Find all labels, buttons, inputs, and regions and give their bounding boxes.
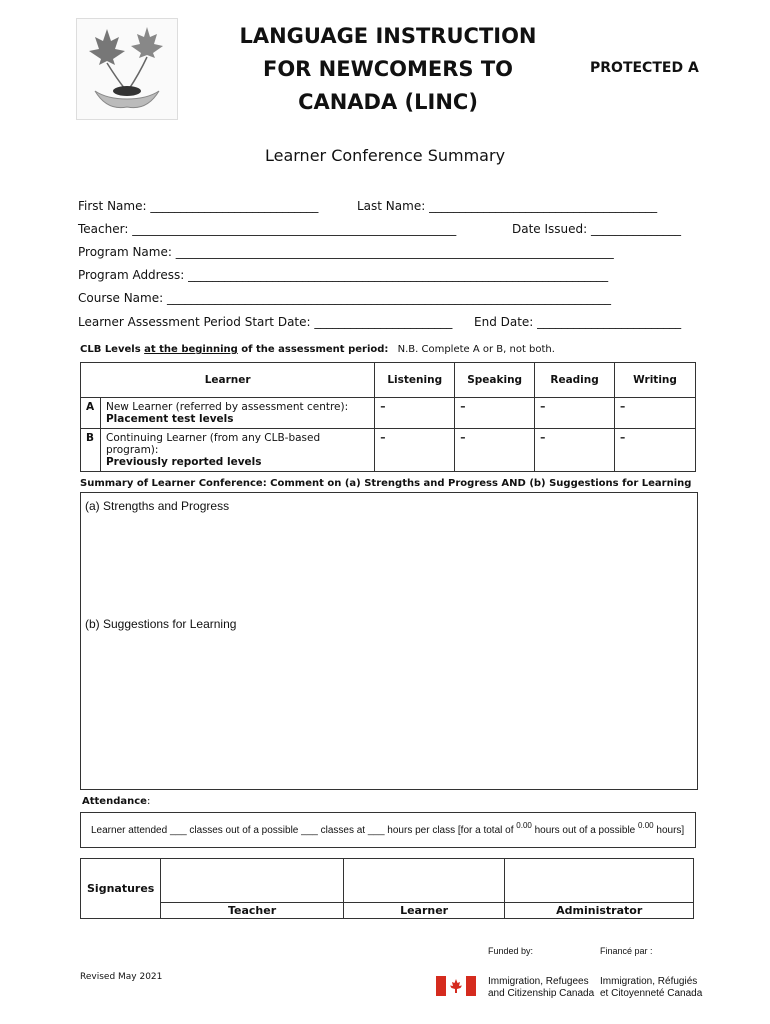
attendance-text-a: Learner attended ___ classes out of a possible ___ classes at ___ hours per class [for a total of: [91, 825, 517, 836]
document-title: [238, 20, 538, 119]
teacher-signature-box[interactable]: [161, 859, 343, 903]
clb-intro-bold-b: of the assessment period:: [237, 344, 389, 355]
learner-signature-box[interactable]: [343, 859, 505, 903]
col-header-speaking: Speaking: [455, 363, 535, 398]
attendance-colon: :: [146, 796, 151, 807]
clb-row-b: [81, 429, 696, 472]
col-header-learner: Learner: [81, 363, 375, 398]
last-name-field[interactable]: Last Name: ______________________________________: [357, 199, 658, 213]
course-name-field[interactable]: Course Name: __________________________________________________________________________: [78, 291, 611, 305]
signatures-label: Signatures: [81, 859, 161, 919]
total-hours[interactable]: 0.00: [516, 821, 532, 830]
row-a-speaking[interactable]: –: [455, 398, 535, 429]
clb-intro: [80, 344, 555, 355]
canada-flag-icon: [436, 976, 476, 1000]
form-subtitle: Learner Conference Summary: [264, 146, 506, 165]
possible-hours[interactable]: 0.00: [638, 821, 654, 830]
agency-fr-line-2: et Citoyenneté Canada: [600, 988, 703, 999]
summary-heading: Summary of Learner Conference: Comment on (a) Strengths and Progress AND (b) Suggestions for Learning: [80, 478, 692, 489]
row-a-writing[interactable]: –: [615, 398, 696, 429]
row-b-speaking[interactable]: –: [455, 429, 535, 472]
administrator-signature-label: Administrator: [505, 903, 694, 919]
row-b-listening[interactable]: –: [375, 429, 455, 472]
agency-fr-line-1: Immigration, Réfugiés: [600, 976, 698, 987]
row-a-label: [100, 398, 374, 429]
attendance-label: Attendance: [82, 796, 147, 807]
period-start-field[interactable]: Learner Assessment Period Start Date: _______________________: [78, 315, 453, 329]
col-header-writing: Writing: [615, 363, 696, 398]
title-line-3: CANADA (LINC): [298, 90, 478, 114]
row-b-sublabel: Previously reported levels: [105, 456, 262, 468]
attendance-box: [80, 812, 696, 848]
end-date-field[interactable]: End Date: ________________________: [474, 315, 682, 329]
row-a-reading[interactable]: –: [535, 398, 615, 429]
signatures-table: [80, 858, 694, 919]
clb-row-a: [81, 398, 696, 429]
first-name-field[interactable]: First Name: ____________________________: [78, 199, 319, 213]
clb-table: [80, 362, 696, 472]
col-header-reading: Reading: [535, 363, 615, 398]
row-letter-a: A: [81, 398, 101, 429]
row-b-label-text: Continuing Learner (from any CLB-based program):: [105, 432, 321, 456]
clb-header-row: [81, 363, 696, 398]
teacher-signature-label: Teacher: [161, 903, 343, 919]
finance-par-label: Financé par :: [600, 946, 653, 956]
signature-row: [81, 859, 694, 903]
row-b-reading[interactable]: –: [535, 429, 615, 472]
title-line-2: FOR NEWCOMERS TO: [262, 57, 514, 81]
clb-intro-note: N.B. Complete A or B, not both.: [397, 344, 555, 355]
clb-intro-underline: at the beginning: [144, 344, 238, 355]
row-b-label: [100, 429, 374, 472]
teacher-field[interactable]: Teacher: ______________________________________________________: [78, 222, 457, 236]
revised-date: Revised May 2021: [80, 972, 163, 982]
agency-name-fr: [600, 976, 702, 1000]
title-line-1: LANGUAGE INSTRUCTION: [239, 24, 537, 48]
learner-signature-label: Learner: [343, 903, 505, 919]
suggestions-label: (b) Suggestions for Learning: [85, 617, 237, 631]
row-letter-b: B: [81, 429, 101, 472]
col-header-listening: Listening: [375, 363, 455, 398]
clb-intro-bold-a: CLB Levels: [80, 344, 145, 355]
administrator-signature-box[interactable]: [505, 859, 694, 903]
row-a-label-text: New Learner (referred by assessment centre):: [105, 401, 349, 413]
comment-box[interactable]: [80, 492, 698, 790]
agency-en-line-1: Immigration, Refugees: [488, 976, 589, 987]
attendance-heading: [82, 796, 150, 807]
row-a-sublabel: Placement test levels: [105, 413, 234, 425]
protected-label: PROTECTED A: [590, 60, 699, 76]
row-b-writing[interactable]: –: [615, 429, 696, 472]
attendance-line: [91, 821, 685, 836]
maple-leaf-hands-icon: [77, 19, 177, 119]
attendance-text-c: hours]: [653, 825, 685, 836]
agency-name-en: [488, 976, 594, 1000]
attendance-text-b: hours out of a possible: [531, 825, 639, 836]
program-name-field[interactable]: Program Name: _________________________________________________________________________: [78, 245, 614, 259]
funded-by-label: Funded by:: [488, 946, 534, 956]
strengths-label: (a) Strengths and Progress: [85, 499, 230, 513]
program-address-field[interactable]: Program Address: ______________________________________________________________________: [78, 268, 609, 282]
signature-label-row: [81, 903, 694, 919]
agency-en-line-2: and Citizenship Canada: [488, 988, 595, 999]
date-issued-field[interactable]: Date Issued: _______________: [512, 222, 682, 236]
linc-logo: [76, 18, 178, 120]
row-a-listening[interactable]: –: [375, 398, 455, 429]
